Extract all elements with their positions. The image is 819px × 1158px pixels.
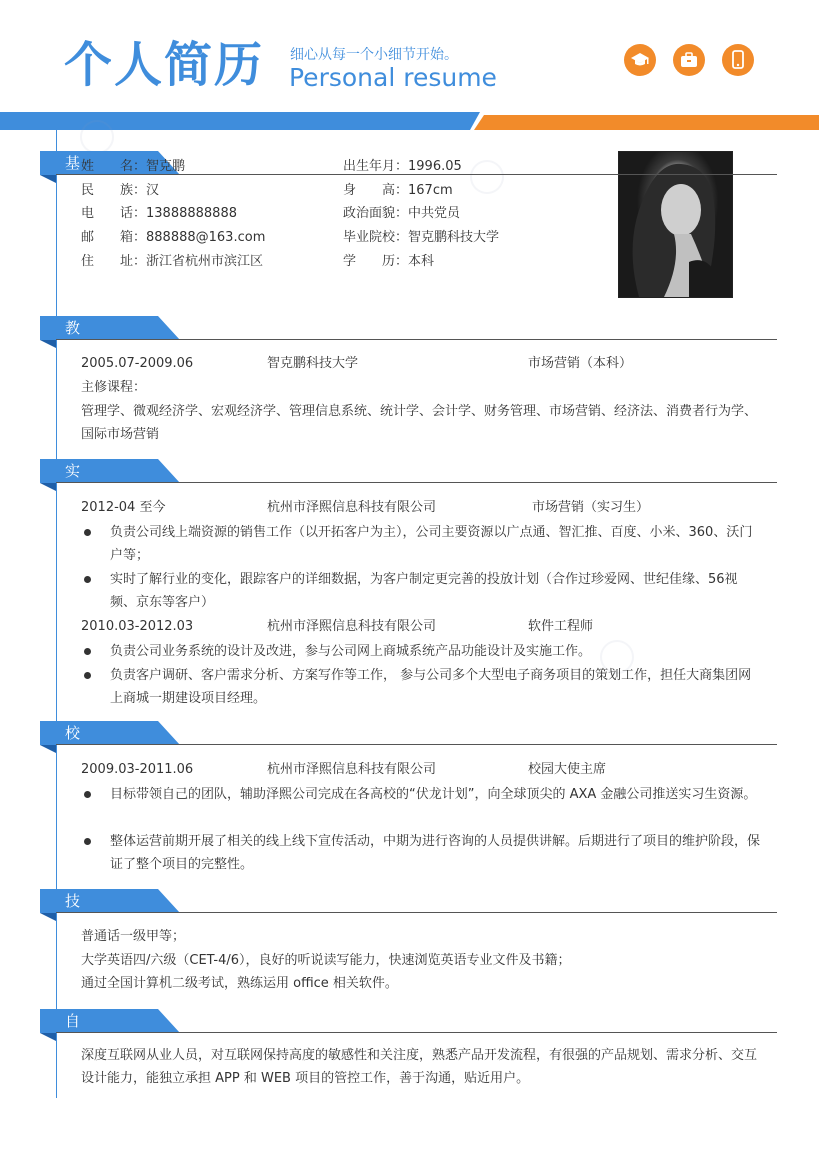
- self-evaluation: 深度互联网从业人员，对互联网保持高度的敏感性和关注度，熟悉产品开发流程，有很强的产品规划、需求分析、交互设计能力，能独立承担 APP 和 WEB 项目的管控工作，善于沟通，贴近用户。: [81, 1048, 758, 1086]
- job-role: 软件工程师: [528, 619, 594, 634]
- field-label: 出生年月：: [343, 159, 409, 174]
- field-label: 民 族：: [81, 183, 147, 198]
- courses-text: 管理学、微观经济学、宏观经济学、管理信息系统、统计学、会计学、财务管理、市场营销、经济法、消费者行为学、国际市场营销: [81, 404, 758, 442]
- field-value: 汉: [146, 183, 160, 198]
- basic-row: [343, 204, 460, 224]
- field-label: 学 历：: [343, 254, 409, 269]
- section-rule: [56, 339, 777, 340]
- left-rule: [56, 130, 57, 1098]
- skill-item: 普通话一级甲等；: [81, 929, 186, 944]
- field-label: 电 话：: [81, 206, 147, 221]
- bullet-dot: [84, 838, 91, 845]
- campus-date: 2009.03-2011.06: [81, 762, 194, 777]
- section-title: 实习经历: [65, 462, 81, 546]
- slogan: 细心从每一个小细节开始。: [290, 47, 458, 63]
- section-title: 校园经历: [65, 724, 81, 808]
- bullet-dot: [84, 648, 91, 655]
- job-date: 2012-04 至今: [81, 500, 166, 515]
- subtitle: Personal resume: [289, 63, 497, 92]
- basic-row: [343, 157, 462, 177]
- field-value: 中共党员: [408, 206, 461, 221]
- field-value: 本科: [408, 254, 435, 269]
- section-rule: [56, 482, 777, 483]
- field-label: 姓 名：: [81, 159, 147, 174]
- header-bar-blue: [0, 112, 480, 130]
- field-label: 邮 箱：: [81, 230, 147, 245]
- field-label: 毕业院校：: [343, 230, 409, 245]
- basic-row: [343, 181, 453, 201]
- field-value: 167cm: [408, 183, 453, 198]
- briefcase-icon: [673, 44, 705, 76]
- job-bullet: 负责客户调研、客户需求分析、方案写作等工作， 参与公司多个大型电子商务项目的策划工作，担任大商集团网上商城一期建设项目经理。: [110, 668, 752, 706]
- job-bullet: 实时了解行业的变化，跟踪客户的详细数据，为客户制定更完善的投放计划（合作过珍爱网、世纪佳缘、56视频、京东等客户）: [110, 572, 738, 610]
- header-bar-orange: [474, 115, 819, 130]
- job-bullet: 负责公司业务系统的设计及改进，参与公司网上商城系统产品功能设计及实施工作。: [110, 644, 592, 659]
- skill-item: 大学英语四/六级（CET-4/6），良好的听说读写能力，快速浏览英语专业文件及书籍；: [81, 953, 571, 968]
- job-date: 2010.03-2012.03: [81, 619, 194, 634]
- field-value: 1996.05: [408, 159, 462, 174]
- phone-icon: [722, 44, 754, 76]
- field-value: 智克鹏: [146, 159, 186, 174]
- basic-row: [81, 157, 185, 177]
- basic-row: [343, 252, 434, 272]
- campus-role: 校园大使主席: [528, 762, 607, 777]
- field-value: 13888888888: [146, 206, 237, 221]
- campus-bullet: 整体运营前期开展了相关的线上线下宣传活动，中期为进行咨询的人员提供讲解。后期进行了项目的维护阶段，保证了整个项目的完整性。: [110, 834, 761, 872]
- courses-label: 主修课程：: [81, 380, 147, 395]
- education-school: 智克鹏科技大学: [267, 356, 359, 371]
- field-value: 浙江省杭州市滨江区: [146, 254, 264, 269]
- basic-row: [81, 204, 237, 224]
- graduation-cap-icon: [624, 44, 656, 76]
- job-role: 市场营销（实习生）: [532, 500, 650, 515]
- basic-row: [81, 181, 159, 201]
- page-title: 个人简历: [64, 37, 265, 93]
- field-value: 智克鹏科技大学: [408, 230, 500, 245]
- section-title: 技能证书: [65, 892, 81, 976]
- basic-row: [81, 252, 263, 272]
- campus-bullet: 目标带领自己的团队，辅助泽熙公司完成在各高校的“伏龙计划”，向全球顶尖的 AXA 金融公司推送实习生资源。: [110, 787, 757, 802]
- education-date: 2005.07-2009.06: [81, 356, 194, 371]
- bullet-dot: [84, 529, 91, 536]
- section-title: 自我评价: [65, 1012, 81, 1096]
- bullet-dot: [84, 576, 91, 583]
- section-rule: [56, 912, 777, 913]
- section-rule: [56, 1032, 777, 1033]
- education-major: 市场营销（本科）: [528, 356, 633, 371]
- field-label: 身 高：: [343, 183, 409, 198]
- campus-company: 杭州市泽熙信息科技有限公司: [267, 762, 437, 777]
- section-rule: [56, 744, 777, 745]
- job-company: 杭州市泽熙信息科技有限公司: [267, 619, 437, 634]
- basic-row: [343, 228, 499, 248]
- basic-row: [81, 228, 265, 248]
- field-label: 住 址：: [81, 254, 147, 269]
- bullet-dot: [84, 791, 91, 798]
- section-title: 教育背景: [65, 319, 81, 403]
- bullet-dot: [84, 672, 91, 679]
- watermark-mark: [463, 153, 510, 200]
- field-value: 888888@163.com: [146, 230, 266, 245]
- field-label: 政治面貌：: [343, 206, 409, 221]
- skill-item: 通过全国计算机二级考试，熟练运用 office 相关软件。: [81, 976, 398, 991]
- job-bullet: 负责公司线上端资源的销售工作（以开拓客户为主），公司主要资源以广点通、智汇推、百度、小米、360、沃门户等；: [110, 525, 753, 563]
- job-company: 杭州市泽熙信息科技有限公司: [267, 500, 437, 515]
- section-title: 基本信息: [65, 154, 81, 238]
